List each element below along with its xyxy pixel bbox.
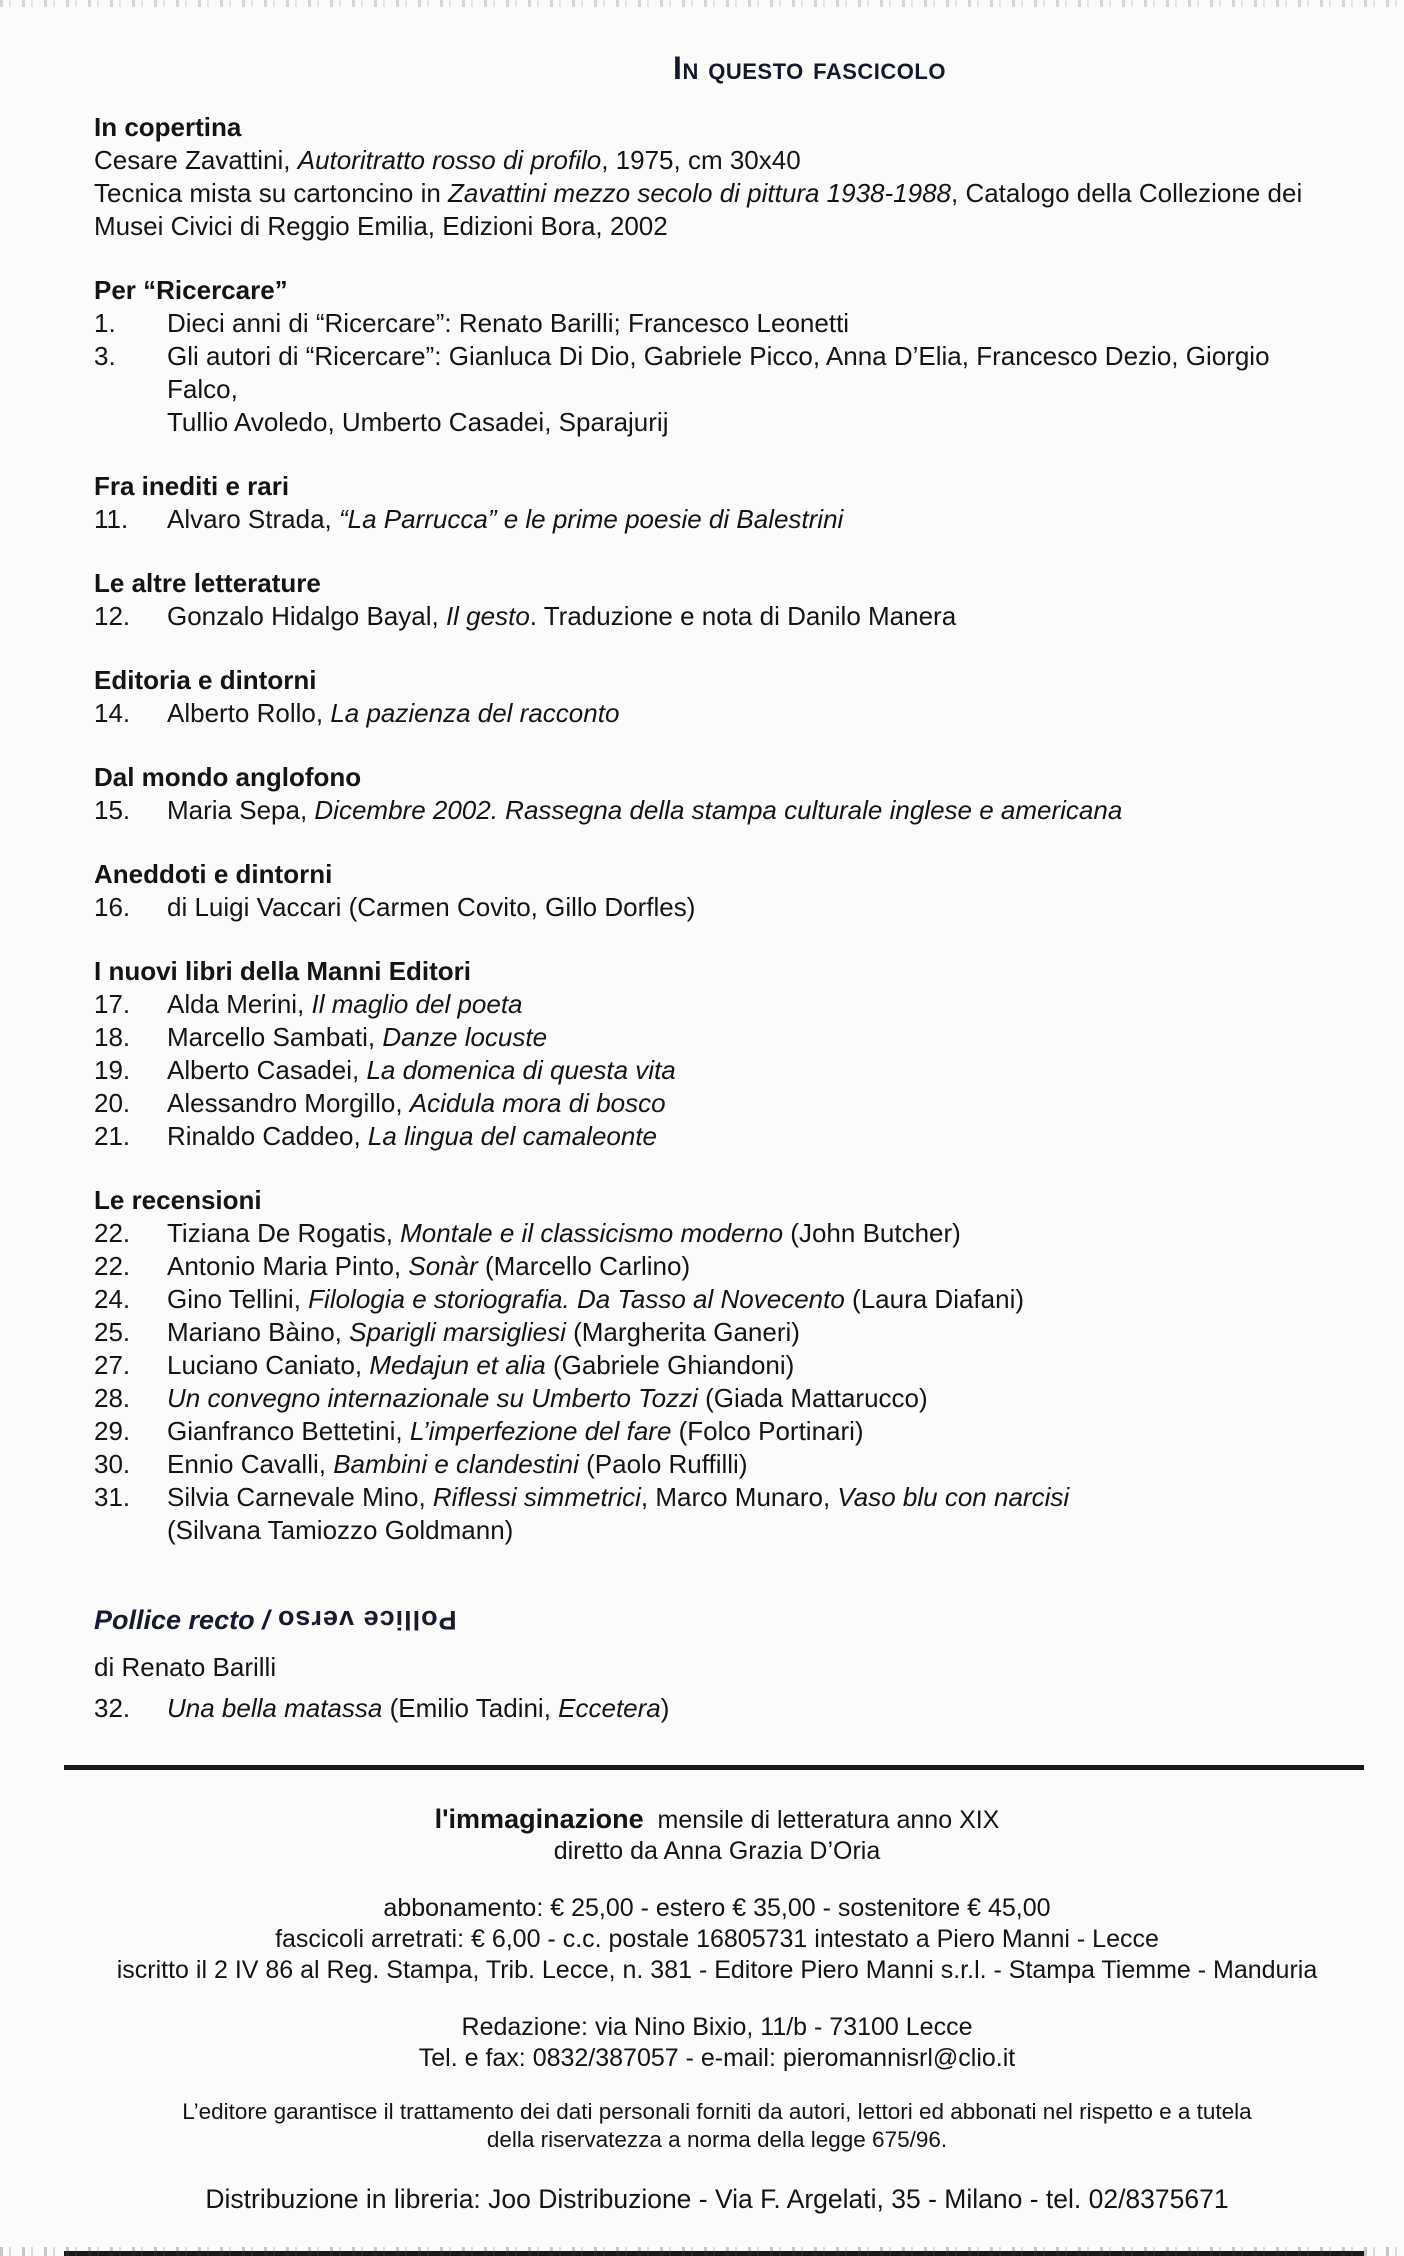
cover-section	[94, 111, 1340, 243]
pollice-heading	[94, 1603, 1340, 1637]
item-text	[167, 1021, 1340, 1054]
item-number: 29.	[94, 1416, 131, 1446]
cover-lines	[94, 144, 1340, 243]
text-segment: Un convegno internazionale su Umberto Tozzi	[167, 1383, 698, 1413]
item-number: 15.	[94, 795, 131, 825]
item-text	[167, 503, 1340, 536]
text-segment: “La Parrucca” e le prime poesie di Balestrini	[338, 504, 844, 534]
text-segment: Zavattini mezzo secolo di pittura 1938-1988	[448, 178, 951, 208]
pollice-heading-verso-flipped-text: Pollice verso	[277, 1605, 457, 1635]
text-segment: Montale e il classicismo moderno	[400, 1218, 784, 1248]
toc-item	[94, 697, 1340, 730]
pollice-heading-recto: Pollice recto /	[94, 1605, 278, 1635]
item-text	[167, 1481, 1340, 1547]
text-segment: Sparigli marsigliesi	[349, 1317, 566, 1347]
text-segment: . Traduzione e nota di Danilo Manera	[529, 601, 957, 631]
item-number: 22.	[94, 1218, 131, 1248]
masthead	[94, 1804, 1340, 1867]
text-segment: Tiziana De Rogatis,	[167, 1218, 401, 1248]
text-segment: Ennio Cavalli,	[167, 1449, 334, 1479]
item-text	[167, 1382, 1340, 1415]
section-heading: Editoria e dintorni	[94, 665, 317, 695]
item-text	[167, 1120, 1340, 1153]
item-text	[167, 1415, 1340, 1448]
magazine-name: l'immaginazione	[434, 1804, 644, 1834]
item-text	[167, 1283, 1340, 1316]
text-segment: di Luigi Vaccari (Carmen Covito, Gillo Dorfles)	[167, 892, 696, 922]
pollice-byline: di Renato Barilli	[94, 1652, 277, 1682]
scan-edge-top	[0, 0, 1404, 7]
item-number: 17.	[94, 989, 131, 1019]
section-heading: Aneddoti e dintorni	[94, 859, 333, 889]
text-segment: Maria Sepa,	[167, 795, 315, 825]
text-segment: Gli autori di “Ricercare”: Gianluca Di Dio, Gabriele Picco, Anna D’Elia, Francesco Dezio, Giorgio Falco,	[167, 341, 1270, 404]
text-segment: Mariano Bàino,	[167, 1317, 350, 1347]
text-segment: Dieci anni di “Ricercare”: Renato Barilli; Francesco Leonetti	[167, 308, 850, 338]
text-segment: Alessandro Morgillo,	[167, 1088, 410, 1118]
item-number: 31.	[94, 1482, 131, 1512]
item-number: 20.	[94, 1088, 131, 1118]
toc-section	[94, 955, 1340, 1153]
text-segment: Alvaro Strada,	[167, 504, 339, 534]
text-segment: (Paolo Ruffilli)	[578, 1449, 748, 1479]
toc-item	[94, 988, 1340, 1021]
toc-item	[94, 1349, 1340, 1382]
item-number: 3.	[94, 341, 116, 371]
toc-item	[94, 1120, 1340, 1153]
text-segment: Musei Civici di Reggio Emilia, Edizioni Bora, 2002	[94, 211, 668, 241]
section-heading: Dal mondo anglofono	[94, 762, 362, 792]
item-number: 21.	[94, 1121, 131, 1151]
item-number: 1.	[94, 308, 116, 338]
text-segment: (Margherita Ganeri)	[565, 1317, 800, 1347]
subscription-line: abbonamento: € 25,00 - estero € 35,00 - sostenitore € 45,00	[383, 1894, 1051, 1922]
item-text	[167, 600, 1340, 633]
item-number: 30.	[94, 1449, 131, 1479]
privacy-notice: L’editore garantisce il trattamento dei dati personali forniti da autori, lettori ed abbonati nel rispetto e a tutela della riservatezza a norma della legge 675/96.	[182, 2099, 1252, 2152]
section-heading: Le altre letterature	[94, 568, 321, 598]
text-segment: La domenica di questa vita	[366, 1055, 676, 1085]
item-text	[167, 697, 1340, 730]
toc-item	[94, 1382, 1340, 1415]
toc-item	[94, 891, 1340, 924]
text-segment: Alda Merini,	[167, 989, 312, 1019]
item-text	[167, 1217, 1340, 1250]
magazine-subtitle: mensile di letteratura anno XIX	[657, 1806, 1000, 1834]
page-title: In questo fascicolo	[673, 50, 946, 86]
text-segment: Il maglio del poeta	[311, 989, 523, 1019]
item-number: 28.	[94, 1383, 131, 1413]
text-segment: Silvia Carnevale Mino,	[167, 1482, 433, 1512]
text-segment: (Marcello Carlino)	[477, 1251, 691, 1281]
text-segment: (Emilio Tadini,	[382, 1693, 559, 1723]
text-segment: La pazienza del racconto	[330, 698, 620, 728]
item-text	[167, 1250, 1340, 1283]
toc-item	[94, 1448, 1340, 1481]
text-segment: Gino Tellini,	[167, 1284, 309, 1314]
text-segment: Dicembre 2002. Rassegna della stampa culturale inglese e americana	[314, 795, 1123, 825]
text-segment: Medajun et alia	[369, 1350, 546, 1380]
item-text	[167, 1054, 1340, 1087]
item-number: 12.	[94, 601, 131, 631]
text-segment: Luciano Caniato,	[167, 1350, 370, 1380]
toc-sections	[94, 274, 1340, 1547]
text-segment: Cesare Zavattini,	[94, 145, 298, 175]
item-number: 11.	[94, 504, 129, 534]
item-number: 27.	[94, 1350, 131, 1380]
text-segment: Antonio Maria Pinto,	[167, 1251, 409, 1281]
text-segment: (Gabriele Ghiandoni)	[545, 1350, 795, 1380]
colophon	[94, 1804, 1340, 2256]
text-segment: Tullio Avoledo, Umberto Casadei, Sparajurij	[167, 407, 669, 437]
text-segment: Sonàr	[408, 1251, 478, 1281]
text-segment: Il gesto	[445, 601, 530, 631]
subscription-block	[94, 1893, 1340, 1986]
item-number: 16.	[94, 892, 131, 922]
toc-item	[94, 600, 1340, 633]
text-segment: La lingua del camaleonte	[367, 1121, 658, 1151]
item-number: 32.	[94, 1693, 131, 1723]
text-segment: , Marco Munaro,	[640, 1482, 838, 1512]
toc-item	[94, 1250, 1340, 1283]
text-segment: Gianfranco Bettetini,	[167, 1416, 410, 1446]
item-number: 24.	[94, 1284, 131, 1314]
text-segment: Una bella matassa	[167, 1693, 383, 1723]
text-segment: )	[660, 1693, 670, 1723]
text-segment: Eccetera	[558, 1693, 661, 1723]
text-segment: Acidula mora di bosco	[409, 1088, 666, 1118]
scan-edge-bottom	[0, 2247, 1404, 2256]
text-segment: (Silvana Tamiozzo Goldmann)	[167, 1515, 514, 1545]
text-segment: Tecnica mista su cartoncino in	[94, 178, 449, 208]
item-number: 18.	[94, 1022, 131, 1052]
toc-item	[94, 1087, 1340, 1120]
address-line: Redazione: via Nino Bixio, 11/b - 73100 Lecce	[461, 2013, 973, 2041]
divider-rule	[64, 1765, 1364, 1770]
toc-section	[94, 858, 1340, 924]
item-text	[167, 1316, 1340, 1349]
text-segment: Danze locuste	[382, 1022, 548, 1052]
address-line: Tel. e fax: 0832/387057 - e-mail: pieromannisrl@clio.it	[418, 2044, 1016, 2072]
text-segment: Autoritratto rosso di profilo	[297, 145, 602, 175]
address-block	[94, 2012, 1340, 2074]
toc-item	[94, 1316, 1340, 1349]
toc-item	[94, 1481, 1340, 1547]
section-heading: Le recensioni	[94, 1185, 262, 1215]
toc-item	[94, 794, 1340, 827]
text-segment: (Laura Diafani)	[844, 1284, 1025, 1314]
text-segment: Rinaldo Caddeo,	[167, 1121, 368, 1151]
cover-line	[94, 144, 1340, 177]
toc-section	[94, 567, 1340, 633]
section-heading: Fra inediti e rari	[94, 471, 290, 501]
item-text	[167, 794, 1340, 827]
toc-section	[94, 1184, 1340, 1547]
item-text	[167, 1087, 1340, 1120]
toc-item	[94, 340, 1340, 439]
magazine-director: diretto da Anna Grazia D’Oria	[553, 1837, 881, 1865]
toc-item	[94, 307, 1340, 340]
toc-item	[94, 1054, 1340, 1087]
section-heading: Per “Ricercare”	[94, 275, 288, 305]
text-segment: Bambini e clandestini	[333, 1449, 579, 1479]
text-segment: L’imperfezione del fare	[409, 1416, 672, 1446]
text-segment: Filologia e storiografia. Da Tasso al Novecento	[308, 1284, 845, 1314]
subscription-line: fascicoli arretrati: € 6,00 - c.c. postale 16805731 intestato a Piero Manni - Lecce	[275, 1925, 1159, 1953]
text-segment: Marcello Sambati,	[167, 1022, 383, 1052]
item-text	[167, 988, 1340, 1021]
toc-section	[94, 470, 1340, 536]
item-text	[167, 1349, 1340, 1382]
item-text	[167, 891, 1340, 924]
subscription-line: iscritto il 2 IV 86 al Reg. Stampa, Trib. Lecce, n. 381 - Editore Piero Manni s.r.l. - Stampa Tiemme - Manduria	[116, 1956, 1318, 1984]
toc-item	[94, 1692, 1340, 1725]
text-segment: Vaso blu con narcisi	[837, 1482, 1070, 1512]
text-segment: (John Butcher)	[783, 1218, 961, 1248]
toc-item	[94, 1021, 1340, 1054]
section-heading: I nuovi libri della Manni Editori	[94, 956, 472, 986]
toc-item	[94, 1283, 1340, 1316]
text-segment: (Folco Portinari)	[671, 1416, 864, 1446]
toc-item	[94, 503, 1340, 536]
text-segment: (Giada Mattarucco)	[697, 1383, 928, 1413]
text-segment: , 1975, cm 30x40	[601, 145, 801, 175]
pollice-section	[94, 1603, 1340, 1725]
item-text	[167, 340, 1340, 439]
item-number: 22.	[94, 1251, 131, 1281]
toc-section	[94, 761, 1340, 827]
item-number: 19.	[94, 1055, 131, 1085]
item-text	[167, 1448, 1340, 1481]
item-number: 14.	[94, 698, 131, 728]
distribution-line: Distribuzione in libreria: Joo Distribuzione - Via F. Argelati, 35 - Milano - tel. 02/8375671	[205, 2184, 1229, 2214]
text-segment: Gonzalo Hidalgo Bayal,	[167, 601, 446, 631]
toc-item	[94, 1415, 1340, 1448]
item-text	[167, 307, 1340, 340]
item-number: 25.	[94, 1317, 131, 1347]
text-segment: Riflessi simmetrici	[432, 1482, 641, 1512]
pollice-item-text	[167, 1692, 1340, 1725]
section-heading: In copertina	[94, 112, 242, 142]
toc-item	[94, 1217, 1340, 1250]
toc-section	[94, 274, 1340, 439]
text-segment: Alberto Rollo,	[167, 698, 331, 728]
cover-line	[94, 177, 1340, 243]
text-segment: , Catalogo della Collezione dei	[951, 178, 1303, 208]
toc-section	[94, 664, 1340, 730]
text-segment: Alberto Casadei,	[167, 1055, 367, 1085]
